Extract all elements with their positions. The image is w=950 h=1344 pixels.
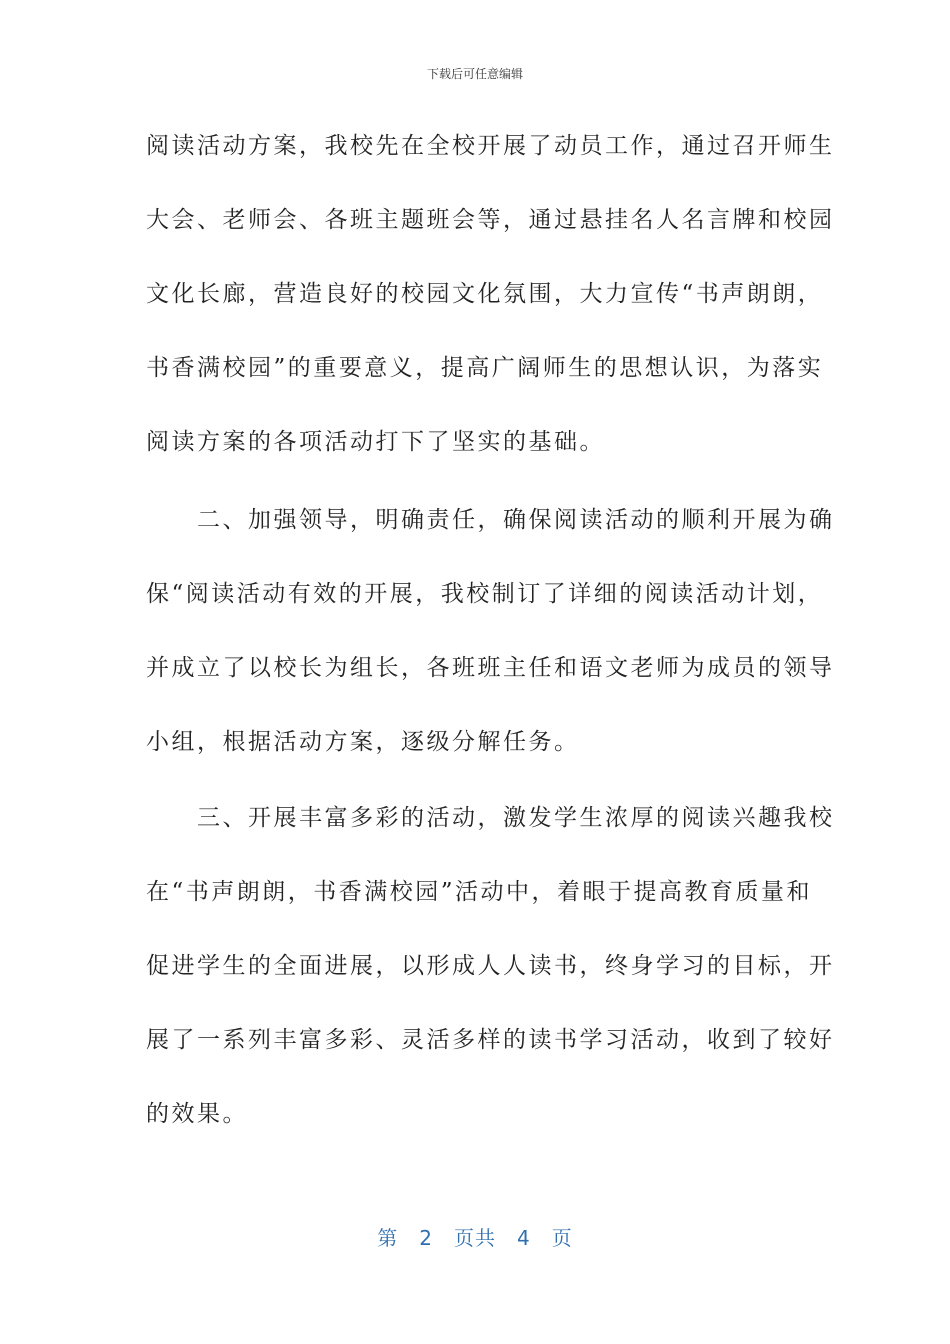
text-line: 促进学生的全面进展，以形成人人读书，终身学习的目标，开 xyxy=(146,953,835,979)
text-line: 大会、老师会、各班主题班会等，通过悬挂名人名言牌和校园 xyxy=(146,207,835,233)
text-line: 三、开展丰富多彩的活动，激发学生浓厚的阅读兴趣我校 xyxy=(146,805,835,831)
text-line: 展了一系列丰富多彩、灵活多样的读书学习活动，收到了较好 xyxy=(146,1027,835,1053)
text-line: 的效果。 xyxy=(146,1101,248,1127)
text-line: 在“书声朗朗，书香满校园”活动中，着眼于提高教育质量和 xyxy=(146,879,813,905)
text-line: 阅读方案的各项活动打下了坚实的基础。 xyxy=(146,429,605,455)
text-line: 小组，根据活动方案，逐级分解任务。 xyxy=(146,729,580,755)
text-line: 阅读活动方案，我校先在全校开展了动员工作，通过召开师生 xyxy=(146,133,835,159)
text-line: 二、加强领导，明确责任，确保阅读活动的顺利开展为确 xyxy=(146,507,835,533)
text-line: 保“阅读活动有效的开展，我校制订了详细的阅读活动计划， xyxy=(146,581,824,607)
page-number-footer: 第 2 页共 4 页 xyxy=(377,1226,573,1250)
text-line: 并成立了以校长为组长，各班班主任和语文老师为成员的领导 xyxy=(146,655,835,681)
text-line: 书香满校园”的重要意义，提高广阔师生的思想认识，为落实 xyxy=(146,355,824,381)
text-line: 文化长廊，营造良好的校园文化氛围，大力宣传“书声朗朗， xyxy=(146,281,824,307)
page-header-note: 下载后可任意编辑 xyxy=(426,67,523,81)
